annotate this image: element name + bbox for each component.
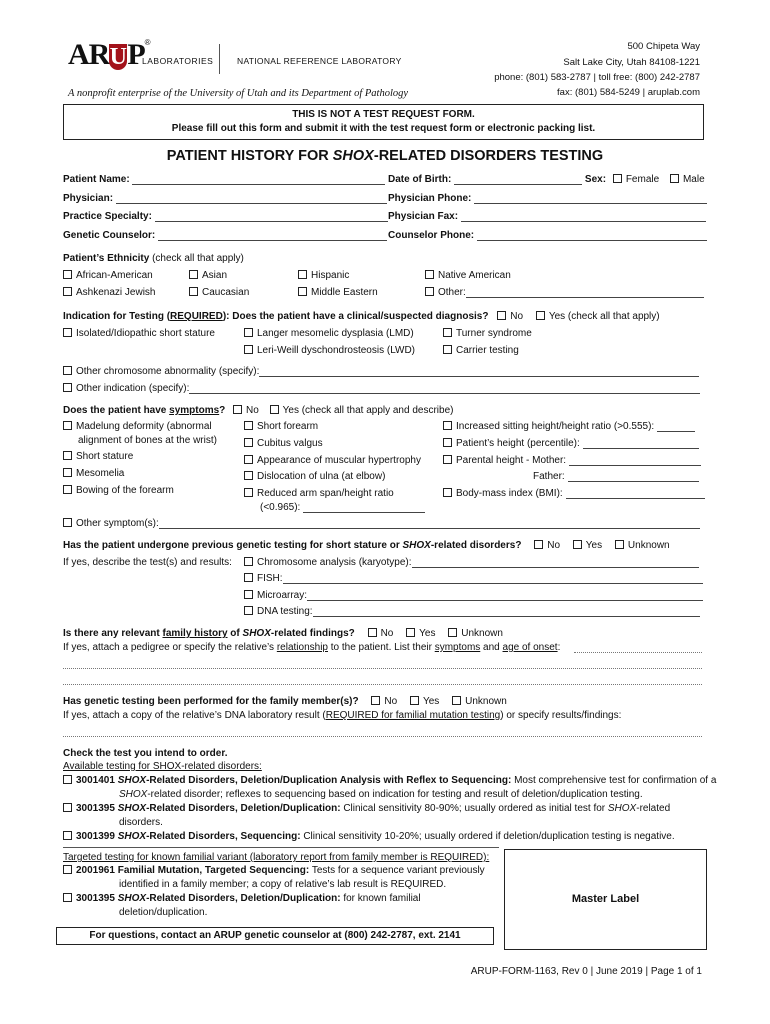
family-history-instructions: If yes, attach a pedigree or specify the relative’s relationship to the patient. List their symptoms and age of onset: (63, 642, 561, 653)
physician-phone-field[interactable] (474, 193, 707, 204)
checkbox[interactable] (63, 468, 72, 477)
physician-fax-label: Physician Fax: (388, 211, 459, 222)
counselor-phone-row (388, 230, 707, 241)
dob-row (388, 174, 705, 185)
dob-label: Date of Birth: (388, 174, 452, 185)
test-3001399[interactable]: 3001399 SHOX-Related Disorders, Sequencing: Clinical sensitivity 10-20%; usually ordered if deletion/duplication testing is negative. (63, 831, 675, 842)
checkbox[interactable] (443, 455, 452, 464)
prev-testing-heading: Has the patient undergone previous genetic testing for short stature or SHOX-related disorders? No Yes Unknown (63, 540, 670, 551)
practice-field[interactable] (155, 211, 388, 222)
physician-label: Physician: (63, 193, 114, 204)
address-line-1: 500 Chipeta Way (627, 41, 700, 52)
checkbox[interactable] (63, 366, 72, 375)
checkbox[interactable] (244, 488, 253, 497)
order-heading: Check the test you intend to order. (63, 748, 228, 759)
checkbox[interactable] (298, 287, 307, 296)
fax-line: fax: (801) 584-5249 | aruplab.com (557, 87, 700, 98)
symptom-patient-height[interactable]: Patient’s height (percentile): (443, 438, 699, 449)
ethnicity-african-american[interactable]: African-American (63, 270, 153, 281)
checkbox[interactable] (443, 328, 452, 337)
checkbox[interactable] (63, 893, 72, 902)
logo-text-ar: AR (68, 38, 110, 71)
indication-turner[interactable]: Turner syndrome (443, 328, 532, 339)
symptom-sitting-height[interactable]: Increased sitting height/height ratio (>0.555): (443, 421, 695, 432)
physician-row (63, 193, 387, 204)
checkbox[interactable] (63, 287, 72, 296)
ethnicity-heading: Patient’s Ethnicity (check all that apply) (63, 253, 244, 264)
test-3001395-cont: disorders. (119, 817, 163, 828)
father-height-field[interactable] (568, 471, 699, 482)
notice-line-1: THIS IS NOT A TEST REQUEST FORM. (292, 109, 475, 120)
indication-no-checkbox[interactable] (497, 311, 506, 320)
checkbox[interactable] (443, 488, 452, 497)
family-history-unknown-checkbox[interactable] (448, 628, 457, 637)
ethnicity-native-american[interactable]: Native American (425, 270, 511, 281)
indication-lmd[interactable]: Langer mesomelic dysplasia (LMD) (244, 328, 414, 339)
checkbox[interactable] (63, 383, 72, 392)
patient-name-label: Patient Name: (63, 174, 130, 185)
other-symptom-field[interactable] (159, 518, 700, 529)
fish-field[interactable] (283, 573, 703, 584)
ethnicity-middle-eastern[interactable]: Middle Eastern (298, 287, 378, 298)
checkbox[interactable] (298, 270, 307, 279)
symptom-cubitus[interactable]: Cubitus valgus (244, 438, 323, 449)
ethnicity-hispanic[interactable]: Hispanic (298, 270, 349, 281)
physician-field[interactable] (116, 193, 387, 204)
address-line-2: Salt Lake City, Utah 84108-1221 (563, 57, 700, 68)
dna-testing-field[interactable] (313, 606, 700, 617)
counselor-phone-label: Counselor Phone: (388, 230, 475, 241)
checkbox[interactable] (189, 270, 198, 279)
family-testing-no-checkbox[interactable] (371, 696, 380, 705)
phone-line: phone: (801) 583-2787 | toll free: (800) 242-2787 (494, 72, 700, 83)
checkbox[interactable] (244, 328, 253, 337)
test-microarray[interactable]: Microarray: (244, 590, 703, 601)
checkbox[interactable] (244, 438, 253, 447)
ethnicity-other[interactable]: Other: (425, 287, 704, 298)
master-label-text: Master Label (571, 893, 640, 905)
symptom-dislocation[interactable]: Dislocation of ulna (at elbow) (244, 471, 385, 482)
family-testing-yes-checkbox[interactable] (410, 696, 419, 705)
checkbox[interactable] (244, 573, 253, 582)
family-testing-instructions: If yes, attach a copy of the relative’s DNA laboratory result (REQUIRED for familial mutation testing) or specify results/findings: (63, 710, 622, 721)
other-indication-row[interactable]: Other indication (specify): (63, 383, 700, 394)
mother-height-field[interactable] (569, 455, 701, 466)
symptom-short-stature[interactable]: Short stature (63, 451, 133, 462)
indication-isolated[interactable]: Isolated/Idiopathic short stature (63, 328, 215, 339)
ethnicity-asian[interactable]: Asian (189, 270, 227, 281)
family-testing-unknown-checkbox[interactable] (452, 696, 461, 705)
other-symptom-row[interactable]: Other symptom(s): (63, 518, 700, 529)
form-footer: ARUP-FORM-1163, Rev 0 | June 2019 | Page 1 of 1 (470, 966, 702, 977)
checkbox[interactable] (244, 345, 253, 354)
checkbox[interactable] (244, 606, 253, 615)
family-testing-line[interactable] (63, 736, 702, 737)
prev-testing-describe: If yes, describe the test(s) and results: (63, 557, 232, 568)
logo-text-p: P (127, 38, 145, 71)
page-title: PATIENT HISTORY FOR SHOX-RELATED DISORDERS TESTING (166, 148, 604, 164)
national-lab-label: NATIONAL REFERENCE LABORATORY (237, 56, 402, 66)
test-fish[interactable]: FISH: (244, 573, 703, 584)
checkbox[interactable] (189, 287, 198, 296)
header-divider (219, 44, 220, 74)
counselor-row (63, 230, 387, 241)
registered-mark: ® (144, 38, 151, 47)
checkbox[interactable] (63, 803, 72, 812)
patient-name-row (63, 174, 385, 185)
ethnicity-ashkenazi[interactable]: Ashkenazi Jewish (63, 287, 155, 298)
targeted-divider (63, 847, 499, 848)
family-history-line-2[interactable] (63, 668, 702, 669)
practice-row (63, 211, 388, 222)
checkbox[interactable] (63, 775, 72, 784)
family-history-heading: Is there any relevant family history of SHOX-related findings? No Yes Unknown (63, 628, 503, 639)
symptom-bmi[interactable]: Body-mass index (BMI): (443, 488, 705, 499)
checkbox[interactable] (63, 518, 72, 527)
male-checkbox[interactable] (670, 174, 679, 183)
sitting-height-field[interactable] (657, 421, 695, 432)
symptom-father-height: Father: (533, 471, 699, 482)
test-2001961-cont: identified in a family member; a copy of relative’s lab result is REQUIRED. (119, 879, 447, 890)
physician-phone-row (388, 193, 707, 204)
test-3001401-cont: SHOX-related disorder; reflexes to sequencing based on indication for testing and result of deletion/duplication testing. (119, 789, 643, 800)
physician-fax-row (388, 211, 706, 222)
checkbox[interactable] (244, 557, 253, 566)
questions-box: For questions, contact an ARUP genetic counselor at (800) 242-2787, ext. 2141 (56, 927, 494, 945)
family-history-no-checkbox[interactable] (368, 628, 377, 637)
notice-box (63, 104, 704, 140)
checkbox[interactable] (63, 421, 72, 430)
symptom-parental-height[interactable]: Parental height - Mother: (443, 455, 701, 466)
targeted-testing-label: Targeted testing for known familial variant (laboratory report from family member is REQUIRED): (63, 852, 490, 863)
checkbox[interactable] (443, 421, 452, 430)
logo-u-mark: U (109, 44, 128, 70)
physician-phone-label: Physician Phone: (388, 193, 472, 204)
arup-logo (68, 38, 151, 72)
symptom-bowing[interactable]: Bowing of the forearm (63, 485, 174, 496)
indication-yes-checkbox[interactable] (536, 311, 545, 320)
test-karyotype[interactable]: Chromosome analysis (karyotype): (244, 557, 699, 568)
symptoms-heading: Does the patient have symptoms? No Yes (check all that apply and describe) (63, 405, 454, 416)
indication-lwd[interactable]: Leri-Weill dyschondrosteosis (LWD) (244, 345, 415, 356)
checkbox[interactable] (63, 328, 72, 337)
prev-testing-yes-checkbox[interactable] (573, 540, 582, 549)
bmi-field[interactable] (566, 488, 705, 499)
practice-label: Practice Specialty: (63, 211, 152, 222)
indication-carrier[interactable]: Carrier testing (443, 345, 519, 356)
female-checkbox[interactable] (613, 174, 622, 183)
male-label: Male (682, 174, 705, 185)
checkbox[interactable] (425, 270, 434, 279)
checkbox[interactable] (244, 421, 253, 430)
other-chrom-row[interactable]: Other chromosome abnormality (specify): (63, 366, 699, 377)
female-label: Female (625, 174, 660, 185)
test-3001395-familial[interactable]: 3001395 SHOX-Related Disorders, Deletion/Duplication: for known familial (63, 893, 421, 904)
patient-name-field[interactable] (132, 174, 385, 185)
counselor-field[interactable] (158, 230, 387, 241)
symptom-hypertrophy[interactable]: Appearance of muscular hypertrophy (244, 455, 421, 466)
family-history-line-1[interactable] (574, 652, 702, 653)
prev-testing-unknown-checkbox[interactable] (615, 540, 624, 549)
checkbox[interactable] (63, 270, 72, 279)
prev-testing-no-checkbox[interactable] (534, 540, 543, 549)
checkbox[interactable] (244, 455, 253, 464)
checkbox[interactable] (425, 287, 434, 296)
family-history-yes-checkbox[interactable] (406, 628, 415, 637)
test-3001395-familial-cont: deletion/duplication. (119, 907, 208, 918)
checkbox[interactable] (244, 471, 253, 480)
sex-label: Sex: (584, 174, 607, 185)
karyotype-field[interactable] (412, 557, 699, 568)
physician-fax-field[interactable] (461, 211, 706, 222)
dob-field[interactable] (454, 174, 582, 185)
other-chrom-field[interactable] (259, 366, 699, 377)
checkbox[interactable] (443, 438, 452, 447)
test-dna[interactable]: DNA testing: (244, 606, 700, 617)
microarray-field[interactable] (307, 590, 703, 601)
other-indication-field[interactable] (189, 383, 700, 394)
symptom-mesomelia[interactable]: Mesomelia (63, 468, 124, 479)
checkbox[interactable] (443, 345, 452, 354)
counselor-label: Genetic Counselor: (63, 230, 156, 241)
symptom-arm-span[interactable]: Reduced arm span/height ratio (244, 488, 394, 499)
family-history-line-3[interactable] (63, 684, 702, 685)
family-testing-heading: Has genetic testing been performed for the family member(s)? No Yes Unknown (63, 696, 507, 707)
symptom-madelung-cont: alignment of bones at the wrist) (78, 435, 217, 446)
available-testing-label: Available testing for SHOX-related disorders: (63, 761, 262, 772)
tagline: A nonprofit enterprise of the University of Utah and its Department of Pathology (68, 88, 409, 99)
indication-heading: Indication for Testing (REQUIRED): Does the patient have a clinical/suspected diagnosis? No Yes (check all that apply) (63, 311, 660, 322)
checkbox[interactable] (244, 590, 253, 599)
master-label-box (504, 849, 707, 950)
symptom-madelung[interactable]: Madelung deformity (abnormal (63, 421, 212, 432)
notice-line-2: Please fill out this form and submit it with the test request form or electronic packing list. (171, 123, 596, 134)
ethnicity-other-field[interactable] (466, 287, 704, 298)
symptoms-no-checkbox[interactable] (233, 405, 242, 414)
test-3001401[interactable]: 3001401 SHOX-Related Disorders, Deletion/Duplication Analysis with Reflex to Sequencing: Most comprehensive test for confirmation of a (63, 775, 716, 786)
test-3001395[interactable]: 3001395 SHOX-Related Disorders, Deletion/Duplication: Clinical sensitivity 80-90%; usually ordered as initial test for SHOX-related (63, 803, 670, 814)
checkbox[interactable] (63, 451, 72, 460)
ethnicity-caucasian[interactable]: Caucasian (189, 287, 249, 298)
checkbox[interactable] (63, 831, 72, 840)
checkbox[interactable] (63, 485, 72, 494)
checkbox[interactable] (63, 865, 72, 874)
arm-span-field[interactable] (303, 502, 425, 513)
symptoms-yes-checkbox[interactable] (270, 405, 279, 414)
symptom-short-forearm[interactable]: Short forearm (244, 421, 318, 432)
patient-height-field[interactable] (583, 438, 699, 449)
symptom-arm-span-cont: (<0.965): (260, 502, 425, 513)
counselor-phone-field[interactable] (477, 230, 707, 241)
laboratories-label: LABORATORIES (142, 56, 214, 66)
test-2001961[interactable]: 2001961 Familial Mutation, Targeted Sequencing: Tests for a sequence variant previously (63, 865, 485, 876)
